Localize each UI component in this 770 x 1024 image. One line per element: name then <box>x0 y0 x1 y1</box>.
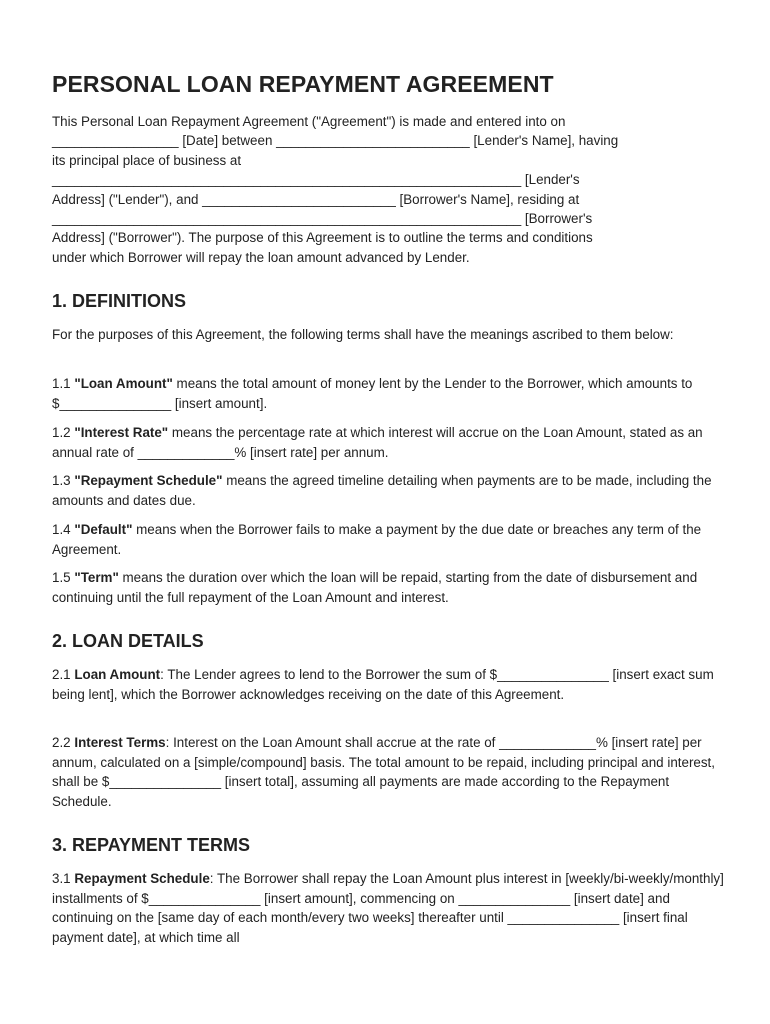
section-heading-loan-details: 2. LOAN DETAILS <box>52 631 204 651</box>
clause-number: 2.2 <box>52 735 75 750</box>
intro-line: Address] ("Lender"), and __________________________ [Borrower's Name], residing at <box>52 191 580 207</box>
definition-item <box>52 423 728 462</box>
defined-term: "Default" <box>74 522 133 537</box>
section-heading-definitions: 1. DEFINITIONS <box>52 291 187 311</box>
clause-text: : The Lender agrees to lend to the Borrower the sum of $_______________ [insert exact sum being lent], which the Borrower acknowledges receiving on the date of this Agreement. <box>52 667 714 702</box>
clause-text: means the duration over which the loan will be repaid, starting from the date of disbursement and continuing until the full repayment of the Loan Amount and interest. <box>52 570 698 605</box>
loan-detail-item <box>52 733 728 811</box>
section-heading-repayment-terms: 3. REPAYMENT TERMS <box>52 835 251 855</box>
clause-number: 1.4 <box>52 522 75 537</box>
definition-item <box>52 520 728 559</box>
defined-term: "Interest Rate" <box>74 425 169 440</box>
clause-text: means when the Borrower fails to make a payment by the due date or breaches any term of the Agreement. <box>52 522 702 557</box>
definition-item <box>52 568 728 607</box>
intro-line: its principal place of business at <box>52 152 242 168</box>
intro-line: _______________________________________________________________ [Lender's <box>52 172 580 188</box>
clause-term: Loan Amount <box>74 667 161 682</box>
clause-text: : The Borrower shall repay the Loan Amount plus interest in [weekly/bi-weekly/monthly] installments of $_______________ [insert amount], commencing on _______________ [insert date] and continuing on the [same day of each month/every two weeks] thereafter until _______________ [insert final payment date], at which time all <box>52 871 724 945</box>
intro-paragraph <box>52 112 728 267</box>
intro-line: _________________ [Date] between __________________________ [Lender's Name], having <box>52 133 619 149</box>
intro-line: Address] ("Borrower"). The purpose of this Agreement is to outline the terms and conditions <box>52 230 593 246</box>
clause-number: 1.2 <box>52 425 75 440</box>
clause-text: : Interest on the Loan Amount shall accrue at the rate of _____________% [insert rate] per annum, calculated on a [simple/compound] basis. The total amount to be repaid, including principal and interest, shall be $_______________ [insert total], assuming all payments are made according to the Repayment Schedule. <box>52 735 715 809</box>
clause-text: means the total amount of money lent by the Lender to the Borrower, which amounts to $_______________ [insert amount]. <box>52 376 693 411</box>
intro-line: This Personal Loan Repayment Agreement ("Agreement") is made and entered into on <box>52 114 566 129</box>
clause-text: means the agreed timeline detailing when payments are to be made, including the amounts and dates due. <box>52 473 712 508</box>
defined-term: "Loan Amount" <box>74 376 173 391</box>
document-title: PERSONAL LOAN REPAYMENT AGREEMENT <box>52 71 554 97</box>
clause-term: Interest Terms <box>74 735 166 750</box>
defined-term: "Term" <box>74 570 119 585</box>
definition-item <box>52 471 728 510</box>
clause-number: 2.1 <box>52 667 75 682</box>
definitions-intro: For the purposes of this Agreement, the following terms shall have the meanings ascribed to them below: <box>52 327 674 342</box>
definition-item <box>52 374 728 413</box>
intro-line: _______________________________________________________________ [Borrower's <box>52 211 593 227</box>
defined-term: "Repayment Schedule" <box>74 473 223 488</box>
intro-line: under which Borrower will repay the loan amount advanced by Lender. <box>52 249 470 265</box>
clause-number: 1.3 <box>52 473 75 488</box>
clause-number: 1.5 <box>52 570 75 585</box>
clause-number: 1.1 <box>52 376 75 391</box>
loan-detail-item <box>52 665 728 704</box>
repayment-item <box>52 869 728 947</box>
clause-term: Repayment Schedule <box>74 871 210 886</box>
clause-number: 3.1 <box>52 871 75 886</box>
clause-text: means the percentage rate at which interest will accrue on the Loan Amount, stated as an annual rate of _____________% [insert rate] per annum. <box>52 425 703 460</box>
